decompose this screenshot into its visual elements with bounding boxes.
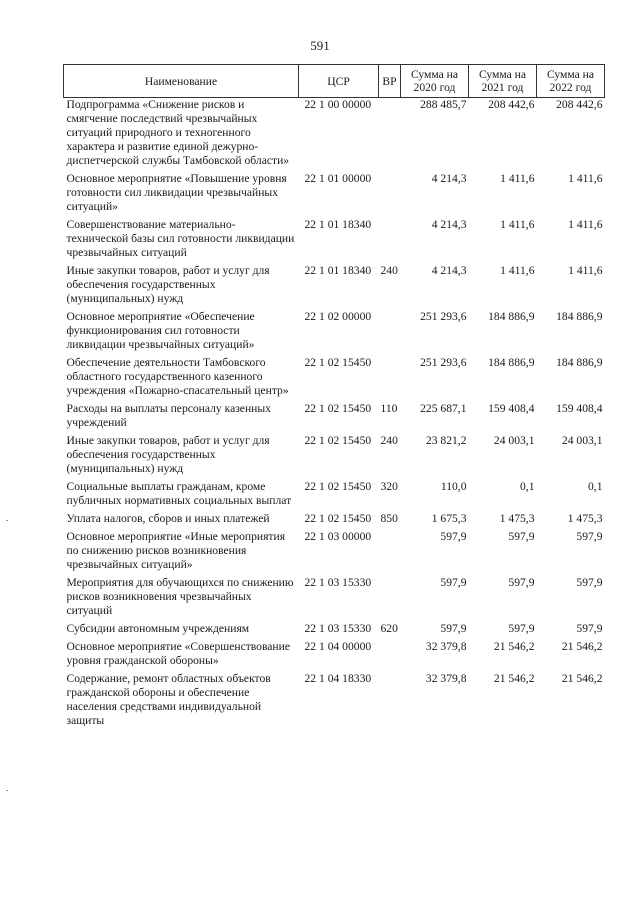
cell-sum-2022: 208 442,6 xyxy=(556,98,603,111)
cell-sum-2021: 184 886,9 xyxy=(488,356,535,369)
budget-table xyxy=(63,64,605,732)
cell-name: Основное мероприятие «Повышение уровня готовности сил ликвидации чрезвычайных ситуаций» xyxy=(66,172,287,213)
cell-sum-2021: 597,9 xyxy=(508,576,535,589)
cell-vr: 110 xyxy=(380,402,398,415)
cell-sum-2021: 208 442,6 xyxy=(488,98,535,111)
table-row xyxy=(64,576,605,622)
cell-sum-2020: 1 675,3 xyxy=(431,512,467,525)
table-row xyxy=(64,172,605,218)
cell-name: Иные закупки товаров, работ и услуг для обеспечения государственных (муниципальных) нужд xyxy=(66,434,270,475)
cell-name: Основное мероприятие «Иные мероприятия по снижению рисков возникновения чрезвычайных ситуаций» xyxy=(66,530,286,571)
cell-vr xyxy=(379,98,401,173)
cell-sum-2021: 1 411,6 xyxy=(500,172,535,185)
cell-csr: 22 1 02 15450 xyxy=(304,402,372,415)
cell-name: Уплата налогов, сборов и иных платежей xyxy=(66,512,270,525)
cell-vr: 620 xyxy=(380,622,398,635)
cell-vr: 240 xyxy=(380,434,398,447)
cell-sum-2020: 251 293,6 xyxy=(420,310,467,323)
cell-sum-2022: 597,9 xyxy=(576,576,603,589)
table-row xyxy=(64,98,605,173)
table-row xyxy=(64,218,605,264)
cell-vr xyxy=(379,356,401,402)
cell-sum-2022: 24 003,1 xyxy=(561,434,603,447)
cell-sum-2021: 159 408,4 xyxy=(488,402,535,415)
cell-sum-2020: 23 821,2 xyxy=(425,434,467,447)
cell-name: Расходы на выплаты персоналу казенных учреждений xyxy=(66,402,271,429)
table-row xyxy=(64,480,605,512)
cell-csr: 22 1 02 15450 xyxy=(304,512,372,525)
cell-sum-2022: 184 886,9 xyxy=(556,310,603,323)
cell-sum-2020: 597,9 xyxy=(440,576,467,589)
cell-vr: 320 xyxy=(380,480,398,493)
cell-sum-2022: 0,1 xyxy=(588,480,603,493)
table-row xyxy=(64,356,605,402)
header-sum-2020: Сумма на 2020 год xyxy=(401,65,469,98)
table-row xyxy=(64,512,605,530)
cell-sum-2022: 159 408,4 xyxy=(556,402,603,415)
table-row xyxy=(64,264,605,310)
table-row xyxy=(64,622,605,640)
table-row xyxy=(64,640,605,672)
table-header-row xyxy=(64,65,605,98)
table-row xyxy=(64,434,605,480)
cell-sum-2022: 597,9 xyxy=(576,622,603,635)
cell-sum-2022: 184 886,9 xyxy=(556,356,603,369)
cell-name: Совершенствование материально-технической базы сил готовности ликвидации чрезвычайных ситуаций xyxy=(66,218,295,259)
header-sum-2022: Сумма на 2022 год xyxy=(537,65,605,98)
cell-sum-2022: 1 411,6 xyxy=(568,218,603,231)
cell-sum-2021: 0,1 xyxy=(520,480,535,493)
cell-name: Основное мероприятие «Обеспечение функционирования сил готовности ликвидации чрезвычайных ситуаций» xyxy=(66,310,255,351)
cell-vr xyxy=(379,172,401,218)
table-row xyxy=(64,310,605,356)
margin-mark xyxy=(6,520,8,521)
cell-name: Основное мероприятие «Совершенствование уровня гражданской обороны» xyxy=(66,640,290,667)
cell-sum-2020: 597,9 xyxy=(440,622,467,635)
margin-mark xyxy=(6,790,8,791)
cell-vr xyxy=(379,640,401,672)
cell-sum-2022: 1 411,6 xyxy=(568,172,603,185)
cell-sum-2020: 4 214,3 xyxy=(431,218,467,231)
page-number: 591 xyxy=(310,38,330,53)
cell-vr: 240 xyxy=(380,264,398,277)
cell-sum-2022: 21 546,2 xyxy=(561,640,603,653)
table-row xyxy=(64,530,605,576)
cell-sum-2020: 597,9 xyxy=(440,530,467,543)
cell-name: Социальные выплаты гражданам, кроме публичных нормативных социальных выплат xyxy=(66,480,292,507)
cell-sum-2020: 4 214,3 xyxy=(431,172,467,185)
cell-csr: 22 1 02 15450 xyxy=(304,480,372,493)
cell-sum-2021: 21 546,2 xyxy=(493,640,535,653)
cell-sum-2020: 32 379,8 xyxy=(425,640,467,653)
cell-csr: 22 1 00 00000 xyxy=(304,98,372,111)
cell-sum-2021: 24 003,1 xyxy=(493,434,535,447)
cell-name: Обеспечение деятельности Тамбовского областного государственного казенного учреждения «Пожарно-спасательный центр» xyxy=(66,356,289,397)
cell-name: Содержание, ремонт областных объектов гражданской обороны и обеспечение населения средствами индивидуальной защиты xyxy=(66,672,271,727)
cell-sum-2021: 21 546,2 xyxy=(493,672,535,685)
cell-csr: 22 1 02 15450 xyxy=(304,356,372,369)
cell-sum-2022: 21 546,2 xyxy=(561,672,603,685)
header-sum-2021: Сумма на 2021 год xyxy=(469,65,537,98)
cell-sum-2022: 597,9 xyxy=(576,530,603,543)
cell-vr xyxy=(379,672,401,732)
cell-csr: 22 1 02 15450 xyxy=(304,434,372,447)
cell-name: Субсидии автономным учреждениям xyxy=(66,622,250,635)
cell-sum-2020: 32 379,8 xyxy=(425,672,467,685)
table-row xyxy=(64,402,605,434)
table-row xyxy=(64,672,605,732)
cell-csr: 22 1 04 00000 xyxy=(304,640,372,653)
cell-csr: 22 1 03 15330 xyxy=(304,622,372,635)
cell-sum-2021: 597,9 xyxy=(508,530,535,543)
header-name: Наименование xyxy=(64,65,299,98)
cell-sum-2020: 288 485,7 xyxy=(420,98,467,111)
cell-sum-2022: 1 411,6 xyxy=(568,264,603,277)
header-vr: ВР xyxy=(379,65,401,98)
cell-name: Иные закупки товаров, работ и услуг для обеспечения государственных (муниципальных) нужд xyxy=(66,264,270,305)
cell-vr xyxy=(379,576,401,622)
cell-csr: 22 1 01 18340 xyxy=(304,264,372,277)
table-body xyxy=(64,98,605,733)
cell-sum-2021: 597,9 xyxy=(508,622,535,635)
cell-sum-2020: 4 214,3 xyxy=(431,264,467,277)
cell-vr: 850 xyxy=(380,512,398,525)
cell-csr: 22 1 04 18330 xyxy=(304,672,372,685)
header-csr: ЦСР xyxy=(299,65,379,98)
cell-vr xyxy=(379,218,401,264)
cell-sum-2020: 225 687,1 xyxy=(420,402,467,415)
cell-csr: 22 1 03 00000 xyxy=(304,530,372,543)
cell-sum-2021: 1 411,6 xyxy=(500,218,535,231)
cell-sum-2020: 110,0 xyxy=(440,480,467,493)
cell-sum-2020: 251 293,6 xyxy=(420,356,467,369)
cell-csr: 22 1 02 00000 xyxy=(304,310,372,323)
cell-csr: 22 1 01 00000 xyxy=(304,172,372,185)
cell-sum-2022: 1 475,3 xyxy=(567,512,603,525)
cell-csr: 22 1 01 18340 xyxy=(304,218,372,231)
cell-name: Мероприятия для обучающихся по снижению рисков возникновения чрезвычайных ситуаций xyxy=(66,576,294,617)
cell-vr xyxy=(379,310,401,356)
cell-sum-2021: 1 475,3 xyxy=(499,512,535,525)
cell-name: Подпрограмма «Снижение рисков и смягчение последствий чрезвычайных ситуаций природного и техногенного характера и развитие единой дежурно-диспетчерской службы Тамбовской области» xyxy=(66,98,290,167)
cell-csr: 22 1 03 15330 xyxy=(304,576,372,589)
cell-sum-2021: 1 411,6 xyxy=(500,264,535,277)
cell-vr xyxy=(379,530,401,576)
cell-sum-2021: 184 886,9 xyxy=(488,310,535,323)
